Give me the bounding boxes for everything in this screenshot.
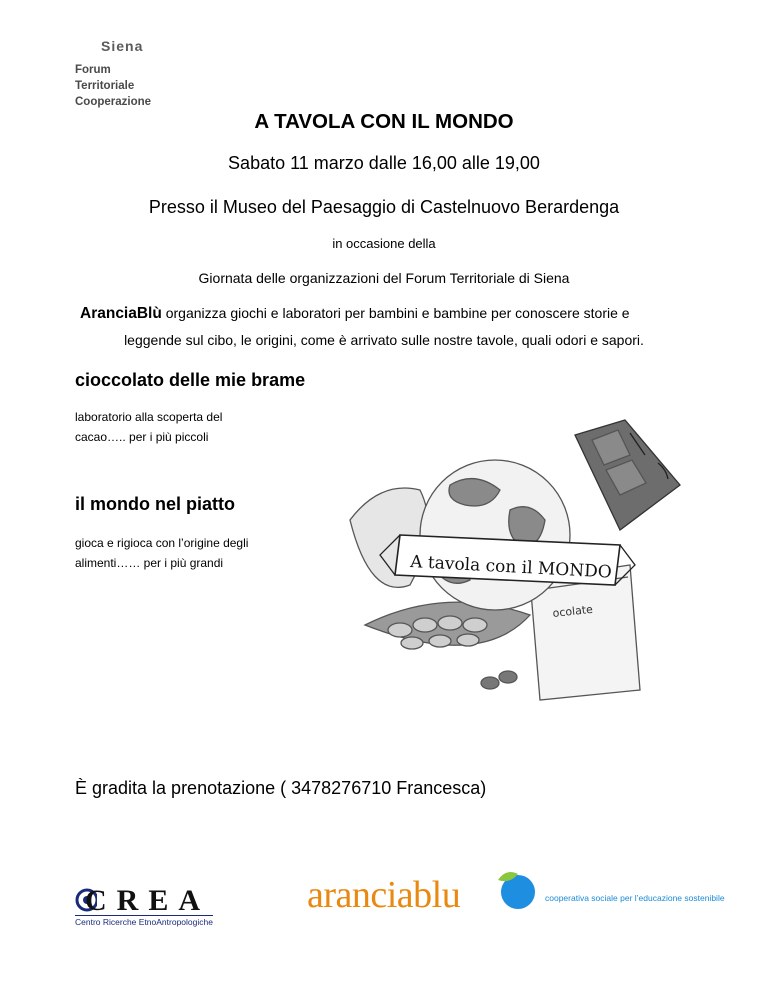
aranciablu-dot-icon: [490, 866, 542, 912]
chocolate-bar-icon: [575, 420, 680, 530]
activity-desc-line: laboratorio alla scoperta del: [75, 410, 223, 424]
activity-desc-line: gioca e rigioca con l’origine degli: [75, 536, 249, 550]
intro-line-1: [80, 305, 630, 323]
globe-icon: [420, 460, 570, 610]
activity-title-chocolate: cioccolato delle mie brame: [75, 370, 306, 390]
aranciablu-subtitle: cooperativa sociale per l’educazione sostenibile: [545, 893, 725, 903]
crea-subtitle: Centro Ricerche EtnoAntropologiche: [75, 917, 213, 927]
aranciablu-logo-text: aranciablu: [307, 874, 461, 916]
activity-desc-line: alimenti…… per i più grandi: [75, 556, 224, 570]
intro-text: organizza giochi e laboratori per bambini e bambine per conoscere storie e: [165, 305, 630, 321]
activity-desc-line: cacao….. per i più piccoli: [75, 430, 209, 444]
ribbon-text: A tavola con il MONDO: [409, 552, 613, 583]
bar-text: ocolate: [551, 602, 594, 620]
event-giornata: Giornata delle organizzazioni del Forum Territoriale di Siena: [198, 270, 570, 286]
organizer-name: AranciaBlù: [80, 305, 162, 322]
activity-desc-chocolate: [75, 407, 222, 447]
header-city: Siena: [101, 38, 144, 54]
activity-title-world: il mondo nel piatto: [75, 494, 235, 514]
header-line-cooperazione: Cooperazione: [75, 96, 152, 108]
event-title: A TAVOLA CON IL MONDO: [254, 110, 514, 133]
event-date: Sabato 11 marzo dalle 16,00 alle 19,00: [228, 153, 540, 173]
intro-line-2: leggende sul cibo, le origini, come è arrivato sulle nostre tavole, quali odori e sapori.: [124, 332, 644, 348]
crea-logo: [75, 884, 225, 930]
booking-info: È gradita la prenotazione ( 3478276710 Francesca): [75, 778, 487, 798]
illustration-sketch: [330, 415, 700, 705]
header-line-territoriale: Territoriale: [75, 80, 135, 92]
event-occasion: in occasione della: [332, 236, 436, 251]
header-line-forum: Forum: [75, 64, 111, 76]
crea-name: CREA: [85, 884, 211, 917]
activity-desc-world: [75, 533, 248, 573]
event-place: Presso il Museo del Paesaggio di Castelnuovo Berardenga: [148, 197, 620, 217]
